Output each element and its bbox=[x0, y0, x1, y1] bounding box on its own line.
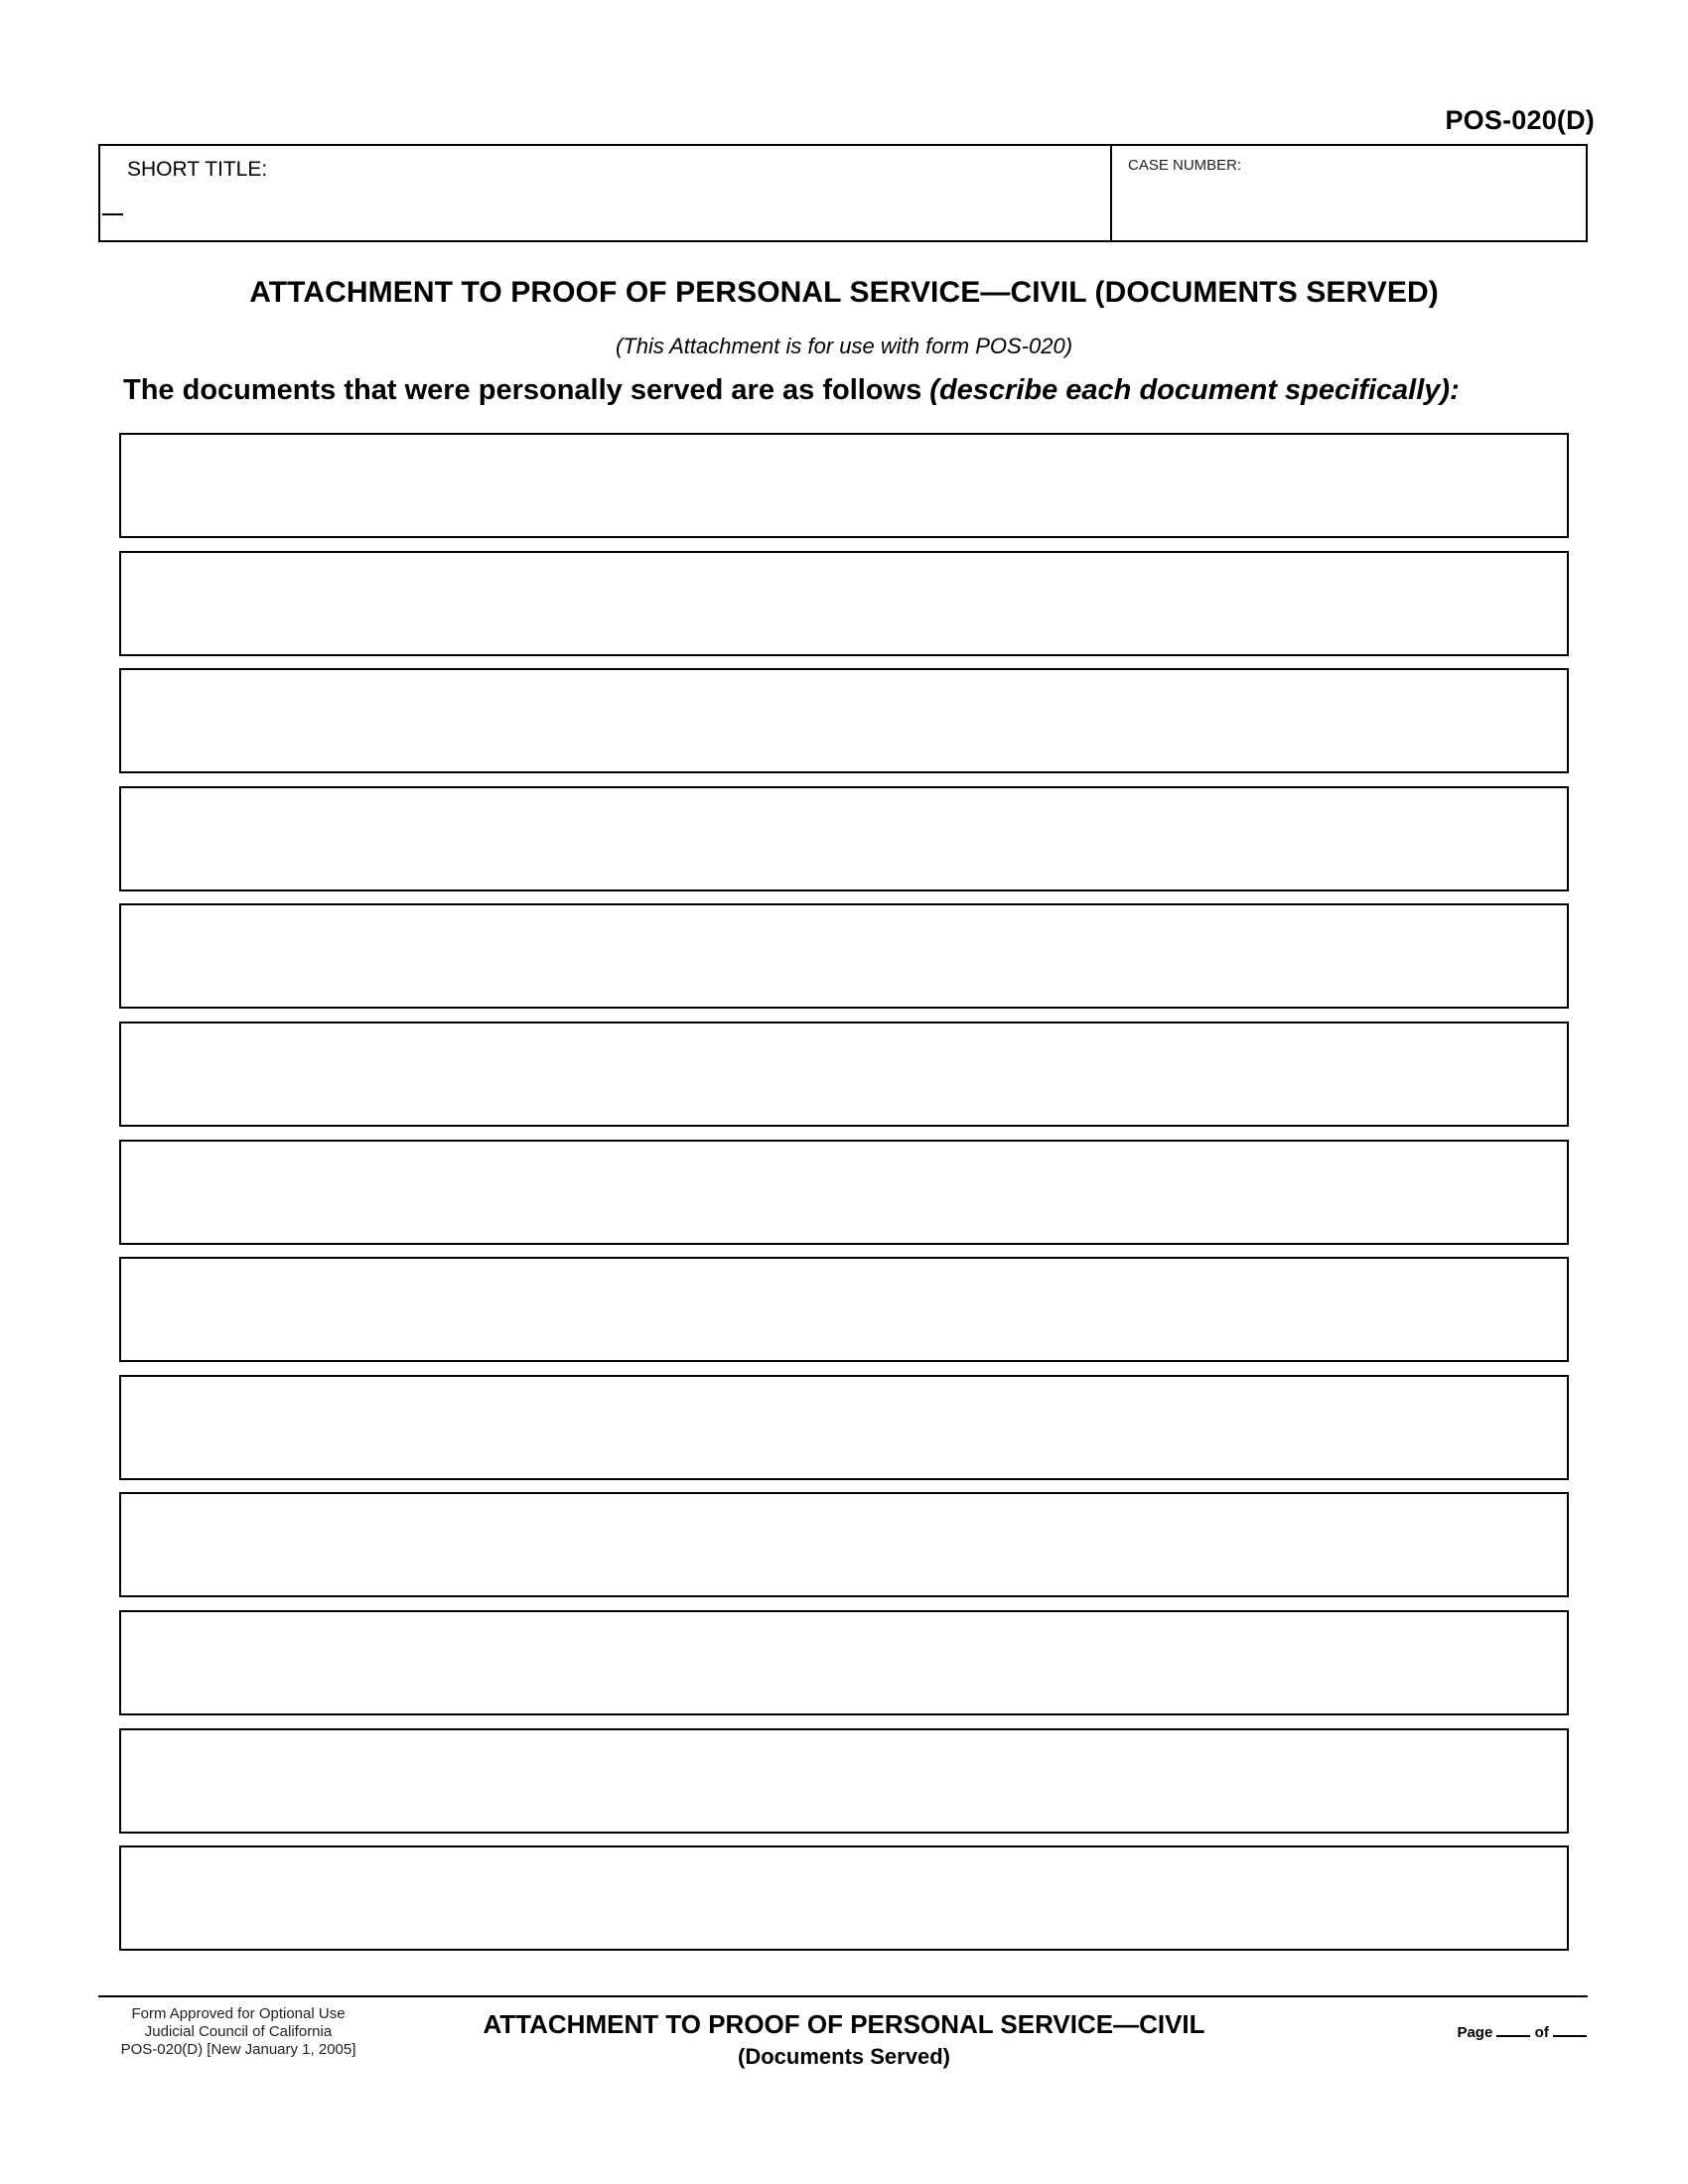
footer-title: ATTACHMENT TO PROOF OF PERSONAL SERVICE—CIVIL bbox=[483, 2009, 1205, 2039]
case-number-field[interactable] bbox=[1112, 146, 1586, 240]
page-number-blank[interactable] bbox=[1496, 2023, 1530, 2037]
page-label: Page bbox=[1457, 2024, 1493, 2041]
footer-approval-line: Form Approved for Optional Use bbox=[131, 2005, 346, 2022]
instruction-main: The documents that were personally served are as follows bbox=[123, 374, 930, 406]
case-number-label: CASE NUMBER: bbox=[1128, 157, 1242, 174]
form-number: POS-020(D) bbox=[1445, 105, 1595, 135]
short-title-dash bbox=[102, 213, 123, 215]
document-entry-box[interactable] bbox=[119, 903, 1569, 1009]
document-entry-box[interactable] bbox=[119, 1845, 1569, 1951]
document-entry-box[interactable] bbox=[119, 1022, 1569, 1127]
total-pages-blank[interactable] bbox=[1553, 2023, 1587, 2037]
short-title-label: SHORT TITLE: bbox=[127, 158, 268, 181]
of-label: of bbox=[1534, 2024, 1549, 2041]
form-title: ATTACHMENT TO PROOF OF PERSONAL SERVICE—CIVIL (DOCUMENTS SERVED) bbox=[249, 276, 1439, 309]
document-entry-box[interactable] bbox=[119, 1728, 1569, 1834]
footer-divider bbox=[98, 1995, 1588, 1997]
document-entry-box[interactable] bbox=[119, 1375, 1569, 1480]
document-entry-box[interactable] bbox=[119, 1140, 1569, 1245]
footer-form-rev-line: POS-020(D) [New January 1, 2005] bbox=[120, 2041, 356, 2058]
document-entry-box[interactable] bbox=[119, 1610, 1569, 1715]
footer-subtitle: (Documents Served) bbox=[738, 2044, 950, 2069]
instruction-text bbox=[123, 374, 1460, 407]
document-entry-box[interactable] bbox=[119, 551, 1569, 656]
form-subtitle: (This Attachment is for use with form POS-020) bbox=[615, 334, 1073, 358]
caption-header bbox=[98, 144, 1588, 242]
document-entry-box[interactable] bbox=[119, 1492, 1569, 1597]
footer-title-block bbox=[0, 2009, 1688, 2070]
document-entry-box[interactable] bbox=[119, 786, 1569, 891]
instruction-italic: (describe each document specifically): bbox=[929, 374, 1460, 406]
document-entry-box[interactable] bbox=[119, 1257, 1569, 1362]
document-entry-box[interactable] bbox=[119, 668, 1569, 773]
page-count bbox=[1457, 2023, 1587, 2041]
short-title-field[interactable] bbox=[100, 146, 1112, 240]
document-entry-box[interactable] bbox=[119, 433, 1569, 538]
footer-council-line: Judicial Council of California bbox=[144, 2023, 333, 2040]
